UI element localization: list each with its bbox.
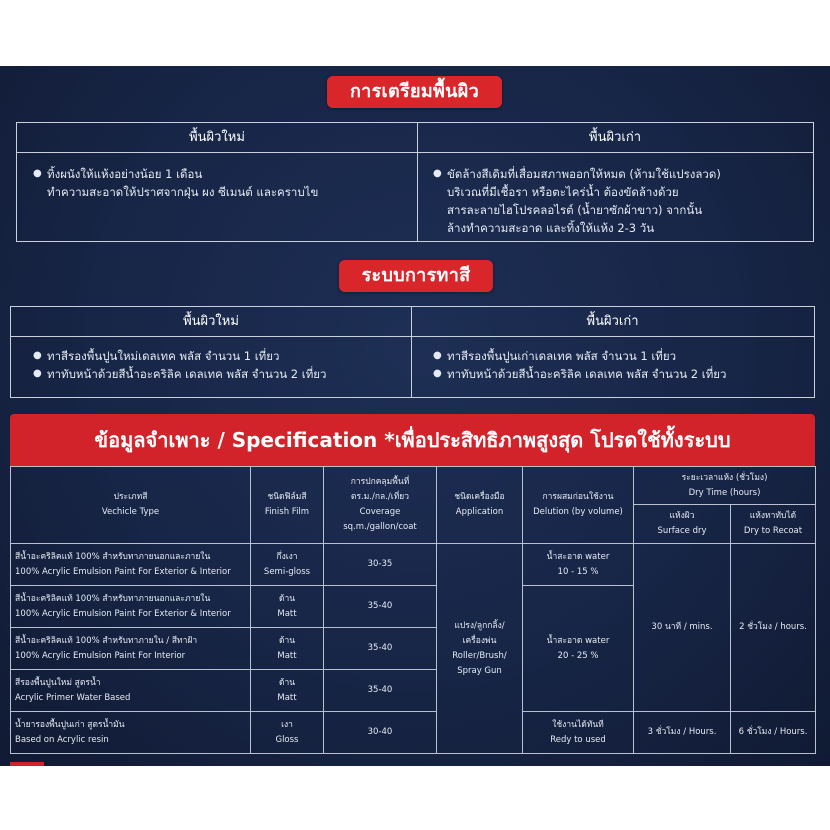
header-recoat: แห้งทาทับได้ Dry to Recoat bbox=[731, 505, 816, 544]
prep-new-list bbox=[33, 165, 403, 201]
header-surface-dry: แห้งผิว Surface dry bbox=[634, 505, 731, 544]
list-item: ● ขัดล้างสีเดิมที่เสื่อมสภาพออกให้หมด (ห้ามใช้แปรงลวด) bbox=[433, 165, 808, 183]
paint-old-header: พื้นผิวเก่า bbox=[411, 307, 814, 337]
header-dilution: การผสมก่อนใช้งาน Delution (by volume) bbox=[523, 467, 634, 544]
list-item-cont: บริเวณที่มีเชื้อรา หรือตะไคร่น้ำ ต้องขัดล้างด้วย bbox=[447, 185, 679, 199]
application-cell: แปรง/ลูกกลิ้ง/ เครื่องพ่น Roller/Brush/ Spray Gun bbox=[437, 544, 523, 754]
table-row: น้ำยารองพื้นปูนเก่า สูตรน้ำมัน Based on Acrylic resin เงา Gloss 30-40 ใช้งานได้ทันที Redy to used 3 ชั่วโมง / Hours. 6 ชั่วโมง / Hours. bbox=[11, 712, 816, 754]
list-item-cont: ล้างทำความสะอาด และทิ้งให้แห้ง 2-3 วัน bbox=[447, 221, 655, 235]
prep-old-header: พื้นผิวเก่า bbox=[417, 123, 813, 153]
paint-box bbox=[10, 306, 815, 398]
header-finish: ชนิดฟิล์มสี Finish Film bbox=[251, 467, 324, 544]
table-row: สีน้ำอะคริลิคแท้ 100% สำหรับทาภายนอกและภายใน 100% Acrylic Emulsion Paint For Exterior & Interior กึ่งเงา Semi-gloss 30-35 แปรง/ลูกกลิ้ง/ เครื่องพ่น Roller/Brush/ Spray Gun น้ำสะอาด water 10 - 15 % 30 นาที / mins. 2 ชั่วโมง / hours. bbox=[11, 544, 816, 586]
paint-new-header: พื้นผิวใหม่ bbox=[11, 307, 411, 337]
list-item-cont: สารละลายไฮโปรคลอไรต์ (น้ำยาซักผ้าขาว) จากนั้น bbox=[447, 203, 703, 217]
prep-new-header: พื้นผิวใหม่ bbox=[17, 123, 417, 153]
list-item-cont: ทำความสะอาดให้ปราศจากฝุ่น ผง ซีเมนต์ และคราบไข bbox=[47, 185, 319, 199]
recoat-cell: 2 ชั่วโมง / hours. bbox=[731, 544, 816, 712]
spec-table bbox=[10, 466, 816, 754]
prep-box bbox=[16, 122, 814, 242]
red-tab-accent bbox=[10, 762, 44, 766]
paint-divider bbox=[411, 307, 412, 397]
table-row: สีน้ำอะคริลิคแท้ 100% สำหรับทาภายนอกและภายใน 100% Acrylic Emulsion Paint For Exterior & Interior ด้าน Matt 35-40 น้ำสะอาด water 20 - 25 % bbox=[11, 586, 816, 628]
list-item: ● ทาสีรองพื้นปูนใหม่เดลเทค พลัส จำนวน 1 เที่ยว bbox=[33, 347, 408, 365]
dilution-cell: น้ำสะอาด water 20 - 25 % bbox=[523, 586, 634, 712]
spec-banner: ข้อมูลจำเพาะ / Specification *เพื่อประสิทธิภาพสูงสุด โปรดใช้ทั้งระบบ bbox=[10, 414, 815, 466]
header-type: ประเภทสี Vechicle Type bbox=[11, 467, 251, 544]
prep-old-list bbox=[433, 165, 808, 237]
prep-title: การเตรียมพื้นผิว bbox=[327, 76, 502, 108]
header-coverage: การปกคลุมพื้นที่ ตร.ม./กล./เที่ยว Coverage sq.m./gallon/coat bbox=[324, 467, 437, 544]
table-row: สีรองพื้นปูนใหม่ สูตรน้ำ Acrylic Primer Water Based ด้าน Matt 35-40 bbox=[11, 670, 816, 712]
list-item: ● ทาสีรองพื้นปูนเก่าเดลเทค พลัส จำนวน 1 เที่ยว bbox=[433, 347, 808, 365]
table-row: สีน้ำอะคริลิคแท้ 100% สำหรับทาภายใน / สีทาฝ้า 100% Acrylic Emulsion Paint For Interior ด้าน Matt 35-40 bbox=[11, 628, 816, 670]
prep-divider bbox=[417, 123, 418, 241]
list-item: ● ทาทับหน้าด้วยสีน้ำอะคริลิค เดลเทค พลัส จำนวน 2 เที่ยว bbox=[433, 365, 808, 383]
paint-old-list bbox=[433, 347, 808, 383]
header-application: ชนิดเครื่องมือ Application bbox=[437, 467, 523, 544]
list-item: ● ทิ้งผนังให้แห้งอย่างน้อย 1 เดือน bbox=[33, 165, 403, 183]
paint-title: ระบบการทาสี bbox=[339, 260, 493, 292]
paint-new-list bbox=[33, 347, 408, 383]
header-dry-time: ระยะเวลาแห้ง (ชั่วโมง) Dry Time (hours) bbox=[634, 467, 816, 505]
list-item: ● ทาทับหน้าด้วยสีน้ำอะคริลิค เดลเทค พลัส จำนวน 2 เที่ยว bbox=[33, 365, 408, 383]
surface-dry-cell: 30 นาที / mins. bbox=[634, 544, 731, 712]
